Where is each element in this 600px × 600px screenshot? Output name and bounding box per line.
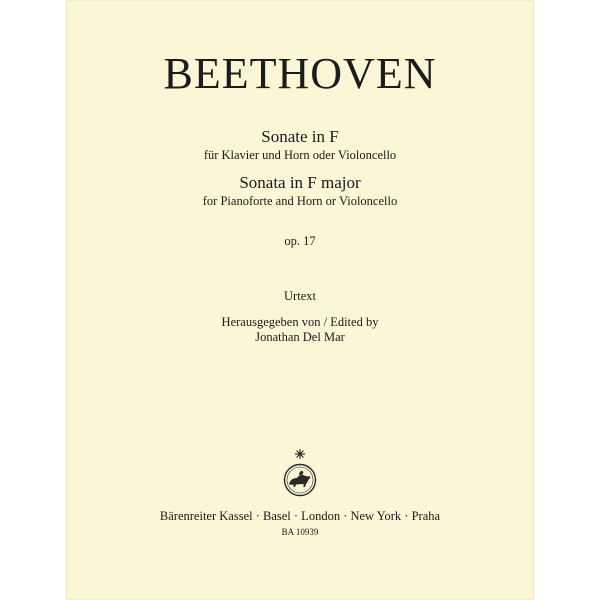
opus-number: op. 17	[284, 234, 316, 248]
editor-credit: Herausgegeben von / Edited by	[221, 315, 379, 329]
baerenreiter-bear-logo-icon	[274, 447, 326, 499]
instrumentation-german: für Klavier und Horn oder Violoncello	[203, 148, 397, 162]
editor-name: Jonathan Del Mar	[255, 330, 345, 344]
composer-name: BEETHOVEN	[163, 49, 437, 98]
edition-type: Urtext	[284, 289, 316, 303]
publisher-imprint: Bärenreiter Kassel · Basel · London · New York · Praha	[159, 509, 441, 523]
work-title-english: Sonata in F major	[239, 173, 361, 192]
score-cover-page	[66, 0, 534, 600]
catalog-number: BA 10939	[281, 527, 319, 537]
work-title-german: Sonate in F	[261, 127, 339, 146]
instrumentation-english: for Pianoforte and Horn or Violoncello	[202, 194, 398, 208]
